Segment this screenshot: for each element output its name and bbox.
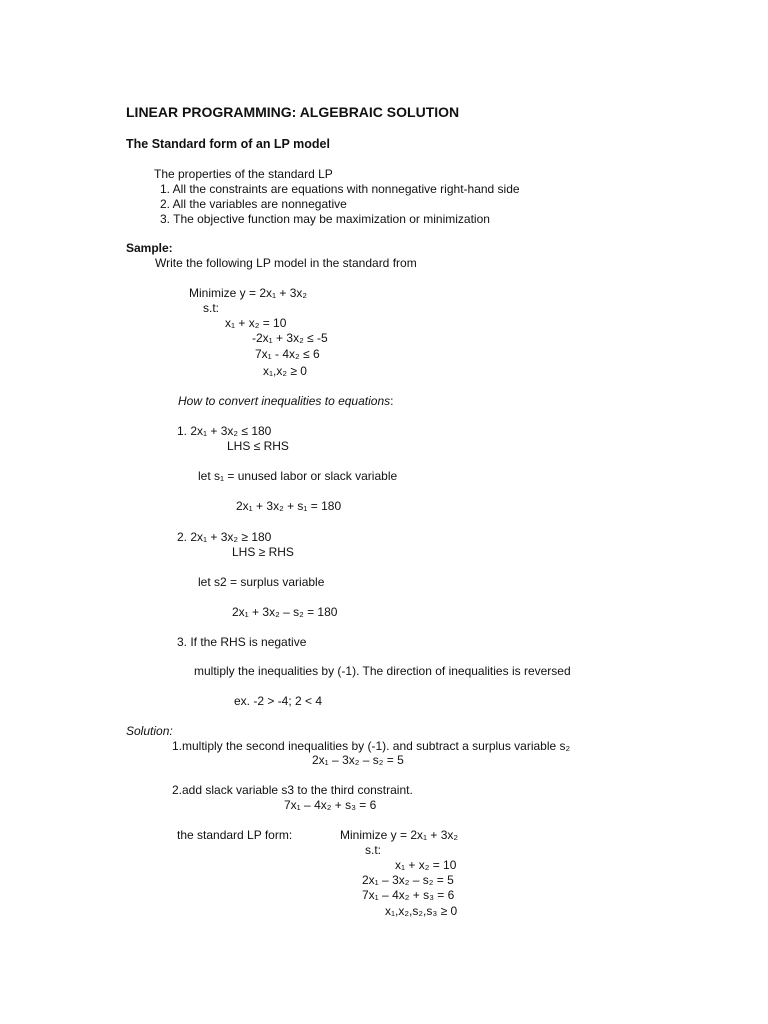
- standard-form-label: the standard LP form:: [177, 828, 293, 842]
- property-item: 2. All the variables are nonnegative: [160, 197, 347, 211]
- convert-step1-let: let s₁ = unused labor or slack variable: [198, 469, 398, 483]
- convert-step2-let: let s2 = surplus variable: [198, 575, 325, 589]
- sample-constraint: x₁,x₂ ≥ 0: [263, 364, 307, 378]
- convert-heading-text: How to convert inequalities to equations: [178, 394, 391, 408]
- standard-form-constraint: x₁ + x₂ = 10: [395, 858, 457, 872]
- property-item: 3. The objective function may be maximization or minimization: [160, 212, 490, 226]
- convert-step3-example: ex. -2 > -4; 2 < 4: [234, 694, 323, 708]
- convert-step3: 3. If the RHS is negative: [177, 635, 307, 649]
- sample-objective: Minimize y = 2x₁ + 3x₂: [189, 286, 308, 300]
- section-heading: The Standard form of an LP model: [126, 137, 330, 151]
- convert-step3-text: multiply the inequalities by (-1). The direction of inequalities is reversed: [194, 664, 571, 678]
- convert-step1-result: 2x₁ + 3x₂ + s₁ = 180: [236, 499, 342, 513]
- sample-st: s.t:: [203, 301, 220, 315]
- sample-constraint: -2x₁ + 3x₂ ≤ -5: [252, 331, 328, 345]
- sample-constraint: x₁ + x₂ = 10: [225, 316, 287, 330]
- sample-instruction: Write the following LP model in the standard from: [155, 256, 417, 270]
- solution-step1-equation: 2x₁ – 3x₂ – s₂ = 5: [312, 753, 404, 767]
- convert-step2-relation: LHS ≥ RHS: [232, 545, 294, 559]
- solution-step1: 1.multiply the second inequalities by (-1). and subtract a surplus variable s₂: [172, 739, 571, 753]
- standard-form-constraint: x₁,x₂,s₂,s₃ ≥ 0: [385, 904, 458, 918]
- sample-label: Sample:: [126, 241, 173, 255]
- convert-step2-equation: 2. 2x₁ + 3x₂ ≥ 180: [177, 530, 272, 544]
- standard-form-constraint: 7x₁ – 4x₂ + s₃ = 6: [362, 888, 455, 902]
- property-item: 1. All the constraints are equations with nonnegative right-hand side: [160, 182, 520, 196]
- convert-heading: [178, 394, 393, 408]
- document-title: LINEAR PROGRAMMING: ALGEBRAIC SOLUTION: [126, 104, 460, 120]
- convert-step1-equation: 1. 2x₁ + 3x₂ ≤ 180: [177, 424, 272, 438]
- sample-constraint: 7x₁ - 4x₂ ≤ 6: [255, 347, 320, 361]
- solution-label: Solution:: [126, 724, 173, 738]
- convert-step1-relation: LHS ≤ RHS: [227, 439, 289, 453]
- convert-heading-colon: :: [390, 394, 394, 408]
- solution-step2: 2.add slack variable s3 to the third constraint.: [172, 783, 413, 797]
- solution-step2-equation: 7x₁ – 4x₂ + s₃ = 6: [284, 798, 377, 812]
- standard-form-constraint: 2x₁ – 3x₂ – s₂ = 5: [362, 873, 454, 887]
- standard-form-objective: Minimize y = 2x₁ + 3x₂: [340, 828, 459, 842]
- standard-form-st: s.t:: [365, 843, 382, 857]
- convert-step2-result: 2x₁ + 3x₂ – s₂ = 180: [232, 605, 338, 619]
- properties-intro: The properties of the standard LP: [154, 167, 333, 181]
